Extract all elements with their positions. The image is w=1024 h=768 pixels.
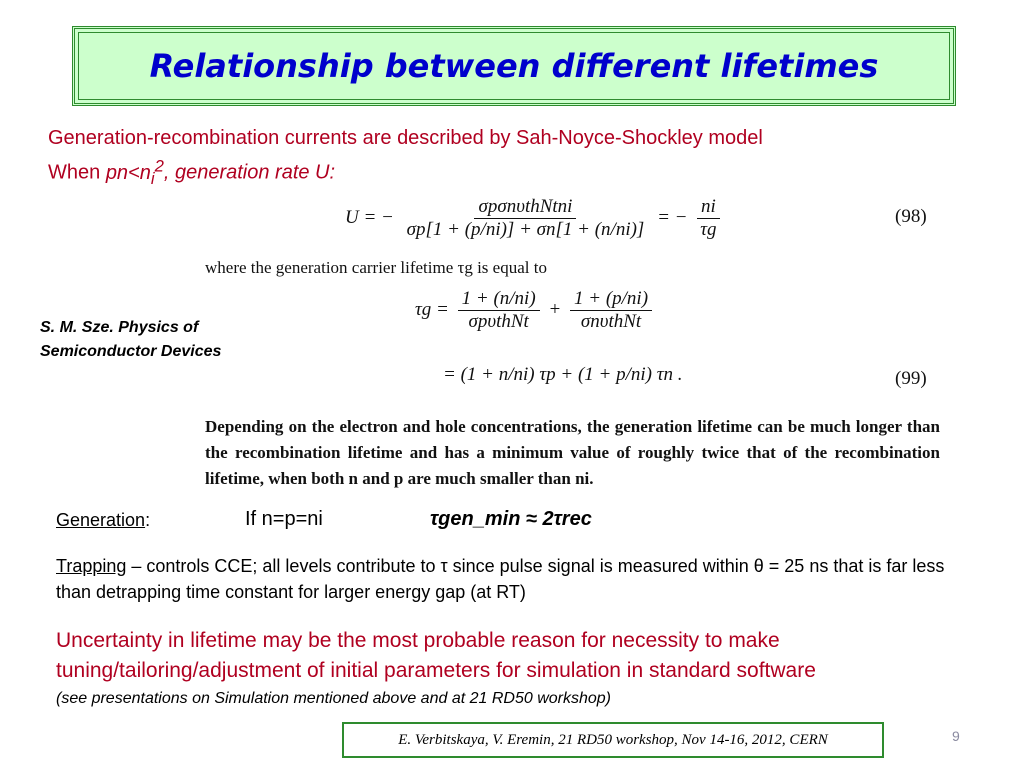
where-text: where the generation carrier lifetime τg is equal to [205,258,547,277]
trapping-paragraph [56,553,976,605]
eq98-rhs-fraction [696,196,720,241]
eq99-plus: + [548,298,562,320]
eq99-term-1-denominator: σpυthNt [468,311,529,332]
intro-math-sub: i [150,168,155,188]
intro-line-2-suffix: , generation rate U: [163,161,336,184]
eq99-label: (99) [895,368,927,389]
trapping-text: – controls CCE; all levels contribute to τ since pulse signal is measured within θ = 25 ns that is far less than detrapping time constant for larger energy gap (at RT) [56,556,945,602]
intro-math [105,156,164,188]
reference-citation [40,316,221,364]
reference-line-1: S. M. Sze. Physics of [40,319,199,336]
eq98-label: (98) [895,206,927,227]
equation-98 [345,196,725,241]
equation-excerpt [205,196,945,496]
equation-99-line-2: = (1 + n/ni) τp + (1 + p/ni) τn . [443,364,683,385]
equation-99-line-1 [415,288,656,333]
page-number: 9 [952,728,960,744]
eq99-term-2-numerator: 1 + (p/ni) [570,288,652,311]
eq99-term-1 [458,288,540,333]
eq99-term-2 [570,288,652,333]
eq99-lhs: τg = [415,298,449,320]
reference-line-2: Semiconductor Devices [40,343,222,360]
eq98-mid: = − [657,206,688,228]
generation-line [56,510,150,531]
generation-colon: : [145,510,151,530]
slide-title: Relationship between different lifetimes [149,47,879,85]
uncertainty-paragraph: Uncertainty in lifetime may be the most probable reason for necessity to make tuning/tailoring/adjustment of initial parameters for simulation in standard software [56,629,816,682]
trapping-label: Trapping [56,556,127,576]
intro-line-2 [48,152,763,193]
generation-relation: τgen_min ≈ 2τrec [430,508,592,530]
intro-line-2-prefix: When [48,161,106,184]
eq98-numerator: σpσnυthNtni [474,196,576,219]
title-banner [72,26,956,106]
eq98-fraction [403,196,649,241]
footer-citation [342,722,884,758]
intro-math-sup: 2 [154,156,164,175]
eq98-lhs: U = − [345,206,394,228]
eq99-term-2-denominator: σnυthNt [580,311,642,332]
see-note: (see presentations on Simulation mentioned above and at 21 RD50 workshop) [56,690,611,707]
intro-line-1: Generation-recombination currents are described by Sah-Noyce-Shockley model [48,127,763,149]
generation-label: Generation [56,510,146,530]
eq98-rhs-numerator: ni [697,196,720,219]
eq98-denominator: σp[1 + (p/ni)] + σn[1 + (n/ni)] [406,219,645,240]
intro-math-base: pn<n [105,161,151,184]
footer-text: E. Verbitskaya, V. Eremin, 21 RD50 workshop, Nov 14-16, 2012, CERN [398,731,828,748]
eq99-term-1-numerator: 1 + (n/ni) [458,288,540,311]
intro-text [48,124,763,193]
eq98-rhs-denominator: τg [700,219,717,240]
excerpt-paragraph: Depending on the electron and hole concentrations, the generation lifetime can be much longer than the recombination lifetime and has a minimum value of roughly twice that of the recombination lifetime, when both n and p are much smaller than ni. [205,417,940,488]
generation-condition: If n=p=ni [245,508,323,530]
